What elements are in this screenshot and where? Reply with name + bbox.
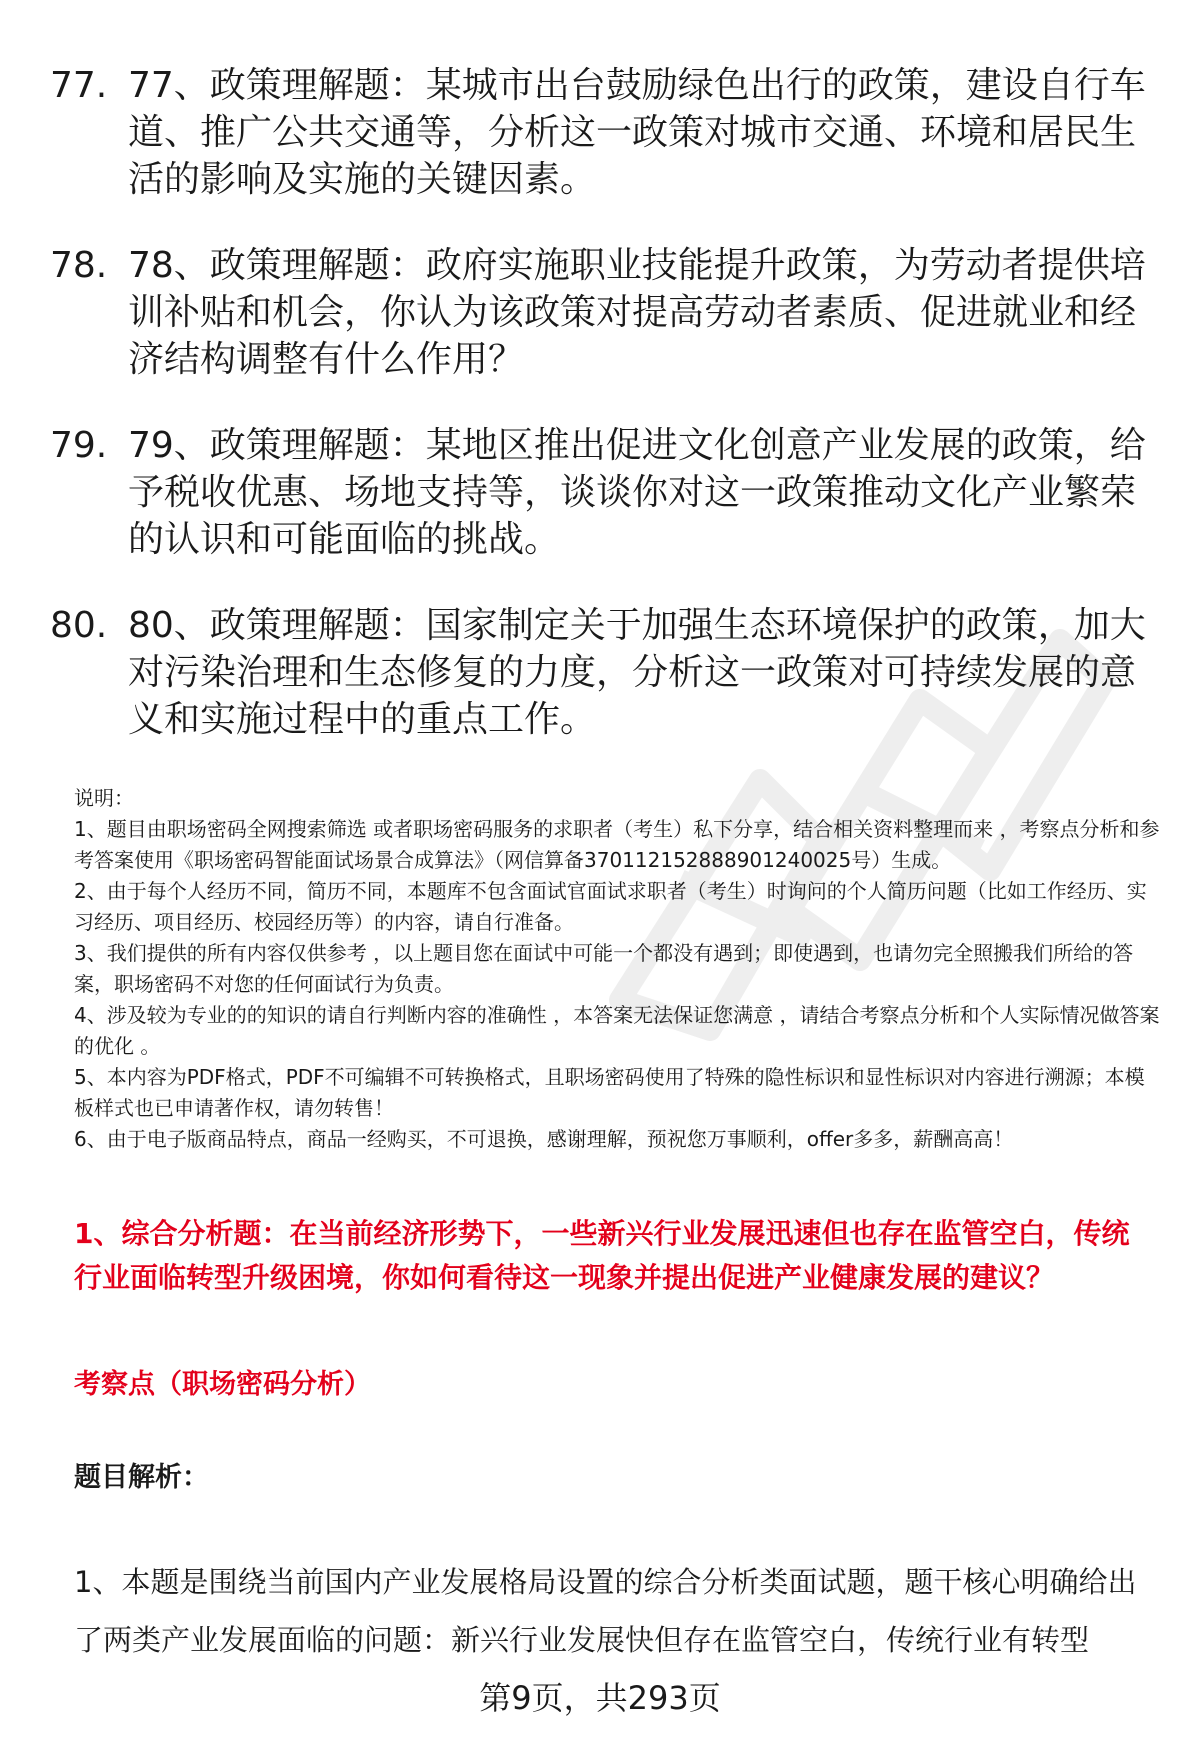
analysis-heading: 题目解析： bbox=[74, 1462, 209, 1493]
note-item: 1、题目由职场密码全网搜索筛选 或者职场密码服务的求职者（考生）私下分享，结合相关资料整理而来 ，考察点分析和参考答案使用《职场密码智能面试场景合成算法》（网信算备370112152888901240025号）生成。 bbox=[74, 817, 1160, 872]
question-text: 79、政策理解题：某地区推出促进文化创意产业发展的政策，给予税收优惠、场地支持等，谈谈你对这一政策推动文化产业繁荣的认识和可能面临的挑战。 bbox=[128, 425, 1146, 560]
note-item: 6、由于电子版商品特点，商品一经购买，不可退换，感谢理解，预祝您万事顺利，offer多多，薪酬高高！ bbox=[74, 1127, 1014, 1151]
question-item bbox=[50, 602, 1160, 743]
note-item: 2、由于每个人经历不同，简历不同，本题库不包含面试官面试求职者（考生）时询问的个人简历问题（比如工作经历、实习经历、项目经历、校园经历等）的内容，请自行准备。 bbox=[74, 879, 1147, 934]
note-item: 4、涉及较为专业的的知识的请自行判断内容的准确性 ，本答案无法保证您满意 ，请结合考察点分析和个人实际情况做答案的优化 。 bbox=[74, 1003, 1160, 1058]
question-number: 80. bbox=[50, 605, 108, 646]
question-number: 78. bbox=[50, 245, 108, 286]
exam-point-heading: 考察点（职场密码分析） bbox=[74, 1369, 371, 1400]
analysis-body bbox=[74, 1553, 1154, 1669]
question-item bbox=[50, 422, 1160, 563]
question-number: 77. bbox=[50, 65, 108, 106]
question-number: 79. bbox=[50, 425, 108, 466]
analysis-paragraph: 1、本题是围绕当前国内产业发展格局设置的综合分析类面试题，题干核心明确给出了两类产业发展面临的问题：新兴行业发展快但存在监管空白，传统行业有转型 bbox=[74, 1565, 1137, 1657]
section-question-title: 1、综合分析题：在当前经济形势下，一些新兴行业发展迅速但也存在监管空白，传统行业面临转型升级困境，你如何看待这一现象并提出促进产业健康发展的建议？ bbox=[74, 1217, 1130, 1294]
note-item: 5、本内容为PDF格式，PDF不可编辑不可转换格式，且职场密码使用了特殊的隐性标识和显性标识对内容进行溯源；本模板样式也已申请著作权，请勿转售！ bbox=[74, 1065, 1145, 1120]
note-item: 3、我们提供的所有内容仅供参考 ，以上题目您在面试中可能一个都没有遇到；即使遇到，也请勿完全照搬我们所给的答案，职场密码不对您的任何面试行为负责。 bbox=[74, 941, 1134, 996]
question-item bbox=[50, 242, 1160, 383]
notes-section bbox=[74, 783, 1164, 1155]
page-number: 第9页，共293页 bbox=[479, 1679, 721, 1717]
notes-heading: 说明： bbox=[74, 786, 134, 810]
question-text: 77、政策理解题：某城市出台鼓励绿色出行的政策，建设自行车道、推广公共交通等，分析这一政策对城市交通、环境和居民生活的影响及实施的关键因素。 bbox=[128, 65, 1146, 200]
question-list bbox=[50, 62, 1160, 782]
question-text: 78、政策理解题：政府实施职业技能提升政策，为劳动者提供培训补贴和机会，你认为该政策对提高劳动者素质、促进就业和经济结构调整有什么作用？ bbox=[128, 245, 1146, 380]
question-item bbox=[50, 62, 1160, 203]
question-text: 80、政策理解题：国家制定关于加强生态环境保护的政策，加大对污染治理和生态修复的力度，分析这一政策对可持续发展的意义和实施过程中的重点工作。 bbox=[128, 605, 1146, 740]
